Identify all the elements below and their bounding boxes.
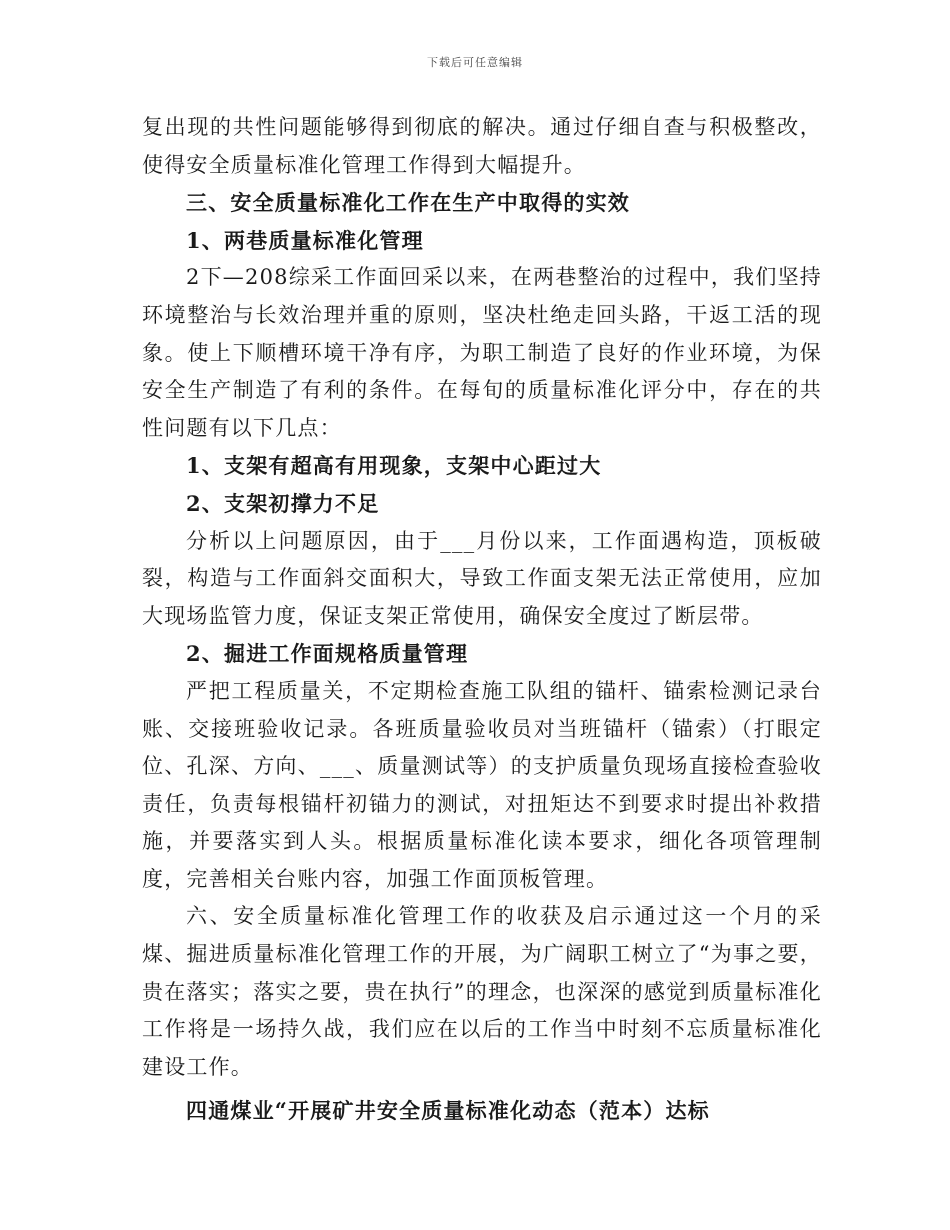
page-header: 下载后可任意编辑 xyxy=(427,56,523,69)
paragraph-roadway: 2下—208综采工作面回采以来，在两巷整治的过程中，我们坚持环境整治与长效治理并重的原则，坚决杜绝走回头路，干返工活的现象。使上下顺槽环境干净有序，为职工制造了良好的作业环境，为保安全生产制造了有利的条件。在每旬的质量标准化评分中，存在的共性问题有以下几点： xyxy=(142,265,822,440)
paragraph-excavation: 严把工程质量关，不定期检查施工队组的锚杆、锚索检测记录台账、交接班验收记录。各班质量验收员对当班锚杆（锚索）（打眼定位、孔深、方向、___、质量测试等）的支护质量负现场直接检查验收责任，负责每根锚杆初锚力的测试，对扭矩达不到要求时提出补救措施，并要落实到人头。根据质量标准化读本要求，细化各项管理制度，完善相关台账内容，加强工作面顶板管理。 xyxy=(142,678,822,891)
subheading-roadway-management: 1、两巷质量标准化管理 xyxy=(186,227,424,253)
document-title-next: 四通煤业“开展矿井安全质量标准化动态（范本）达标 xyxy=(186,1098,710,1124)
section-heading-3: 三、安全质量标准化工作在生产中取得的实效 xyxy=(186,190,630,216)
paragraph-continuation: 复出现的共性问题能够得到彻底的解决。通过仔细自查与积极整改，使得安全质量标准化管理工作得到大幅提升。 xyxy=(142,115,822,177)
paragraph-analysis: 分析以上问题原因，由于___月份以来，工作面遇构造，顶板破裂，构造与工作面斜交面积大，导致工作面支架无法正常使用，应加大现场监管力度，保证支架正常使用，确保安全度过了断层带。 xyxy=(142,528,822,628)
document-body xyxy=(142,109,822,1130)
issue-item-2: 2、支架初撑力不足 xyxy=(186,490,380,516)
subheading-excavation-management: 2、掘进工作面规格质量管理 xyxy=(186,641,469,667)
paragraph-conclusion: 六、安全质量标准化管理工作的收获及启示通过这一个月的采煤、掘进质量标准化管理工作的开展，为广阔职工树立了“为事之要，贵在落实；落实之要，贵在执行”的理念，也深深的感觉到质量标准化工作将是一场持久战，我们应在以后的工作当中时刻不忘质量标准化建设工作。 xyxy=(142,904,822,1079)
issue-item-1: 1、支架有超高有用现象，支架中心距过大 xyxy=(186,453,602,479)
